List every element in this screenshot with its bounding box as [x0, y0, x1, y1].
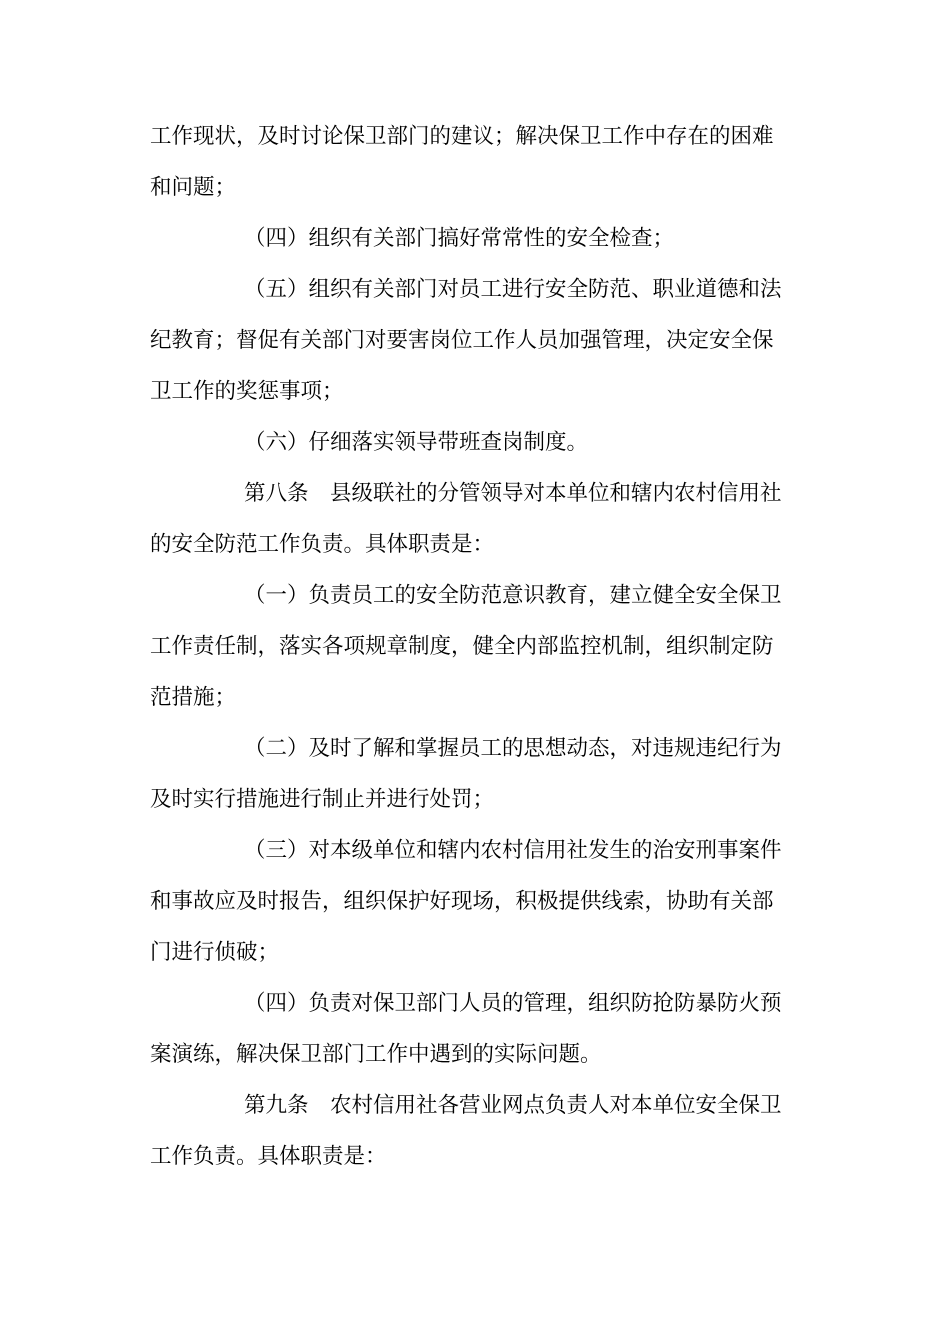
text-line: 纪教育；督促有关部门对要害岗位工作人员加强管理，决定安全保	[150, 328, 774, 353]
text-line: （六）仔细落实领导带班查岗制度。	[244, 430, 589, 455]
text-line: 范措施；	[150, 685, 237, 710]
text-line: （二）及时了解和掌握员工的思想动态，对违规违纪行为	[244, 736, 782, 761]
text-line: 工作负责。具体职责是：	[150, 1144, 387, 1169]
text-line: 工作责任制，落实各项规章制度，健全内部监控机制，组织制定防	[150, 634, 774, 659]
text-line: 工作现状，及时讨论保卫部门的建议；解决保卫工作中存在的困难	[150, 124, 774, 149]
document-body	[150, 111, 802, 1182]
text-line: （四）组织有关部门搞好常常性的安全检查；	[244, 226, 675, 251]
article-heading-line: 第八条 县级联社的分管领导对本单位和辖内农村信用社	[244, 481, 782, 506]
text-line: 的安全防范工作负责。具体职责是：	[150, 532, 495, 557]
text-line: 卫工作的奖惩事项；	[150, 379, 344, 404]
text-line: （四）负责对保卫部门人员的管理，组织防抢防暴防火预	[244, 991, 782, 1016]
text-line: 和问题；	[150, 175, 237, 200]
text-line: 门进行侦破；	[150, 940, 280, 965]
text-line: （三）对本级单位和辖内农村信用社发生的治安刑事案件	[244, 838, 782, 863]
text-line: （一）负责员工的安全防范意识教育，建立健全安全保卫	[244, 583, 782, 608]
article-heading-line: 第九条 农村信用社各营业网点负责人对本单位安全保卫	[244, 1093, 782, 1118]
text-line: 和事故应及时报告，组织保护好现场，积极提供线索，协助有关部	[150, 889, 774, 914]
text-line: （五）组织有关部门对员工进行安全防范、职业道德和法	[244, 277, 782, 302]
text-line: 案演练，解决保卫部门工作中遇到的实际问题。	[150, 1042, 602, 1067]
text-line: 及时实行措施进行制止并进行处罚；	[150, 787, 495, 812]
